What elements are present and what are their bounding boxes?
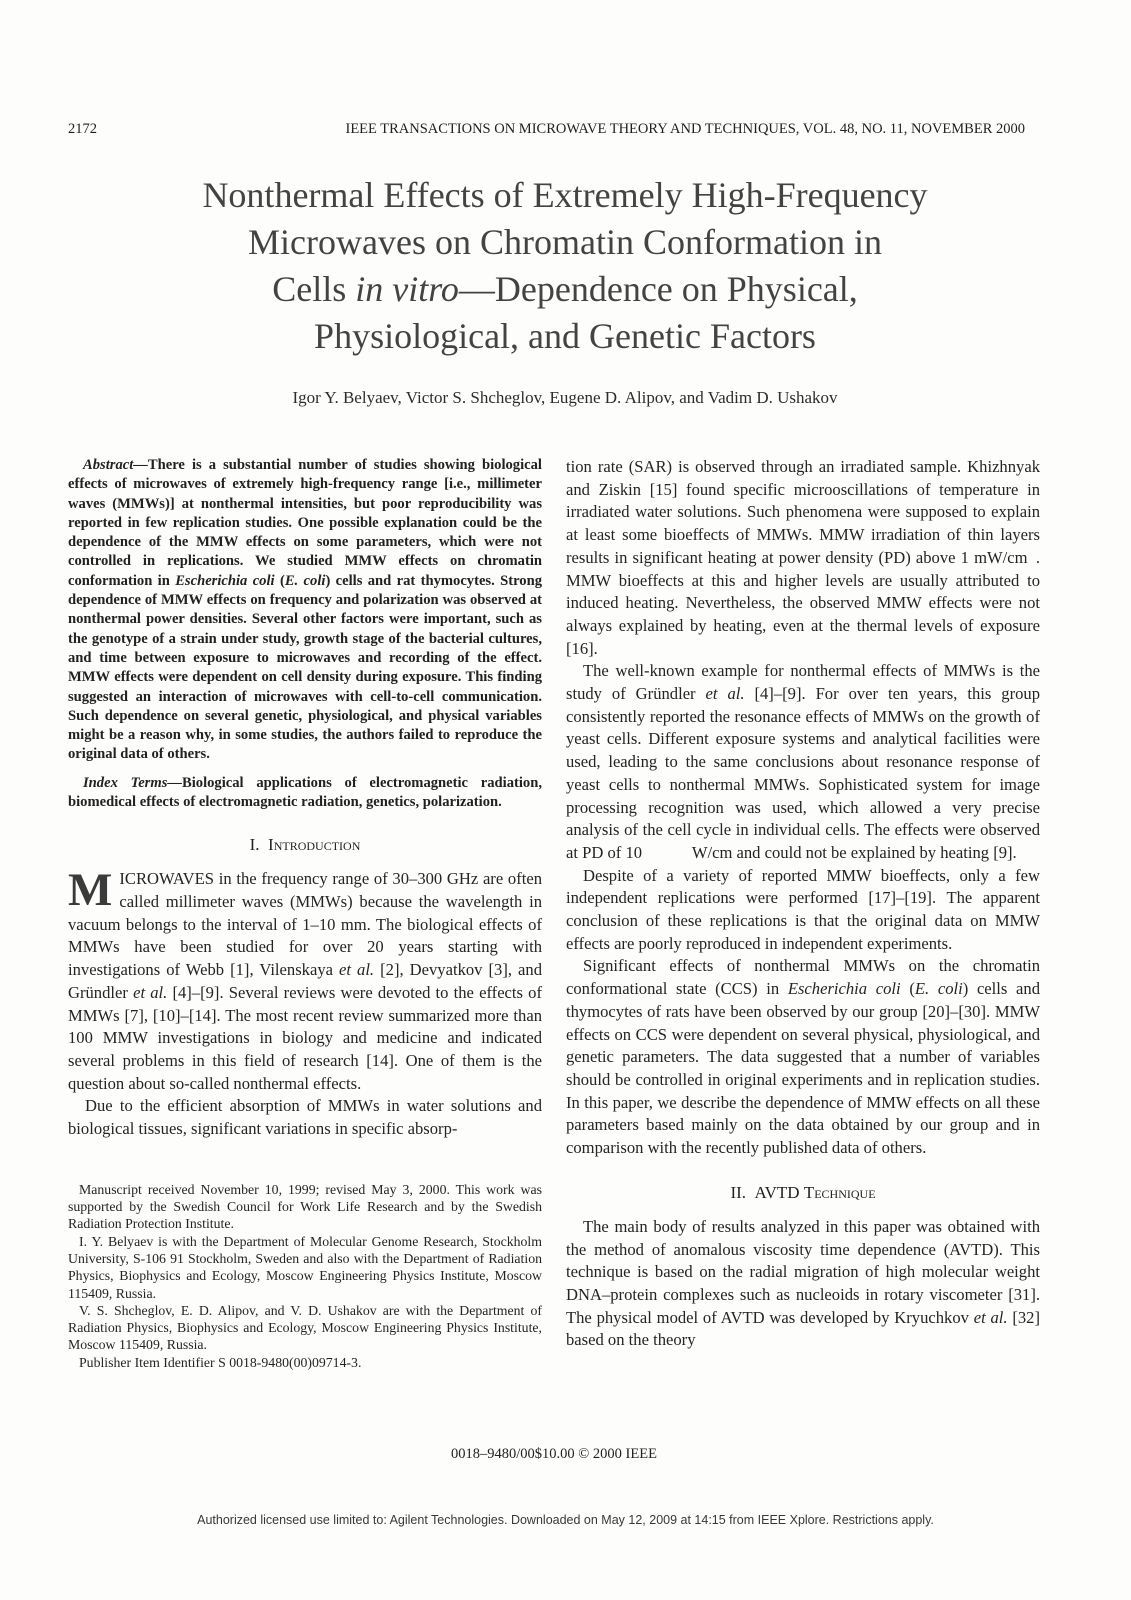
footnote-manuscript: Manuscript received November 10, 1999; revised May 3, 2000. This work was supported by the Swedish Council for Work Life Research and by the Swedish Radiation Protection Institute. [68,1181,542,1232]
license-notice: Authorized licensed use limited to: Agilent Technologies. Downloaded on May 12, 2009 at 14:15 from IEEE Xplore. Restrictions apply. [197,1513,934,1527]
page-number: 2172 [68,121,97,137]
body-paragraph-ccs: Significant effects of nonthermal MMWs on the chromatin conformational state (CCS) in Escherichia coli (E. coli) cells and thymocytes of rats have been observed by our group [20]–[30]. MMW effects on CCS were dependent on several physical, physiological, and genetic parameters. The data suggested that a number of variables should be controlled in original experiments and in replication studies. In this paper, we describe the dependence of MMW effects on all these parameters based mainly on the data obtained by our group and in comparison with the recently published data of others. [566,956,1040,1158]
section-heading-introduction: I. Introduction [249,835,361,855]
body-paragraph-avtd: The main body of results analyzed in this paper was obtained with the method of anomalous viscosity time dependence (AVTD). This technique is based on the radial migration of high molecular weight DNA–protein complexes such as nucleoids in rotary viscometer [31]. The physical model of AVTD was developed by Kryuchkov et al. [32] based on the theory [566,1216,1041,1350]
footnote-belyaev-affiliation: I. Y. Belyaev is with the Department of Molecular Genome Research, Stockholm University, S-106 91 Stockholm, Sweden and also with the Department of Radiation Physics, Biophysics and Ecology, Moscow Engineering Physics Institute, Moscow 115409, Russia. [68,1233,542,1301]
authors-line: Igor Y. Belyaev, Victor S. Shcheglov, Eugene D. Alipov, and Vadim D. Ushakov [292,388,838,407]
left-column [68,456,542,1371]
footnote-publisher-id: Publisher Item Identifier S 0018-9480(00)09714-3. [79,1354,362,1370]
two-column-body [68,456,1040,1371]
body-paragraph-replications: Despite of a variety of reported MMW bioeffects, only a few independent replications were performed [17]–[19]. The apparent conclusion of these replications is that the original data on MMW effects are poorly reproduced in independent experiments. [566,865,1040,953]
paper-title: Nonthermal Effects of Extremely High-Frequency Microwaves on Chromatin Conformation in Cells in vitro—Dependence on Physical, Physiological, and Genetic Factors [202,175,928,356]
body-paragraph-sar: tion rate (SAR) is observed through an irradiated sample. Khizhnyak and Ziskin [15] found specific microoscillations of temperature in irradiated water solutions. Such phenomena were supposed to explain at least some bioeffects of MMWs. MMW irradiation of thin layers results in significant heating at power density (PD) above 1 mW/cm . MMW bioeffects at this and higher levels are usually attributed to induced heating. Nevertheless, the observed MMW effects were not always explained by heating, even at the thermal levels of exposure [16]. [566,457,1040,658]
dropcap-letter-m: M [68,864,113,917]
body-paragraph-grundler: The well-known example for nonthermal effects of MMWs is the study of Gründler et al. [4]–[9]. For over ten years, this group consistently reported the resonance effects of MMWs on the growth of yeast cells. Different exposure systems and analytical facilities were used, leading to the same conclusions about resonance response of yeast cells to nonthermal MMWs. Sophisticated system for image processing recognition was used, which allowed a very precise analysis of the cell cycle in individual cells. The effects were observed at PD of 10 W/cm and could not be explained by heating [9]. [566,661,1040,862]
abstract-paragraph: Abstract—There is a substantial number of studies showing biological effects of microwaves of extremely high-frequency range [i.e., millimeter waves (MMWs)] at nonthermal intensities, but poor reproducibility was reported in few replication studies. One possible explanation could be the dependence of the MMW effects on some parameters, which were not controlled in replications. We studied MMW effects on chromatin conformation in Escherichia coli (E. coli) cells and rat thymocytes. Strong dependence of MMW effects on frequency and polarization was observed at nonthermal power densities. Several other factors were important, such as the genotype of a strain under study, growth stage of the bacterial cultures, and time between exposure to microwaves and recording of the effect. MMW effects were dependent on cell density during exposure. This finding suggested an interaction of microwaves with cell-to-cell communication. Such dependence on several genetic, physiological, and physical variables might be a reason why, in some studies, the authors failed to reproduce the original data of others. [68,457,543,763]
footnote-block [68,1181,542,1371]
footnote-shcheglov-affiliation: V. S. Shcheglov, E. D. Alipov, and V. D. Ushakov are with the Department of Radiation Physics, Biophysics and Ecology, Moscow Engineering Physics Institute, Moscow 115409, Russia. [68,1302,542,1353]
running-header [68,121,1025,138]
intro-paragraph-1-text: ICROWAVES in the frequency range of 30–300 GHz are often called millimeter waves (MMWs) because the wavelength in vacuum belongs to the interval of 1–10 mm. The biological effects of MMWs have been studied for over 20 years starting with investigations of Webb [1], Vilenskaya et al. [2], Devyatkov [3], and Gründler et al. [4]–[9]. Several reviews were devoted to the effects of MMWs [7], [10]–[14]. The most recent review summarized more than 100 MMW investigations in biology and medicine and indicated several problems in this field of research [14]. One of them is the question about so-called nonthermal effects. [68,869,542,1093]
index-terms-paragraph: Index Terms—Biological applications of electromagnetic radiation, biomedical effects of electromagnetic radiation, genetics, polarization. [68,774,542,811]
section-heading-avtd: II. AVTD Technique [730,1182,876,1202]
intro-paragraph-2: Due to the efficient absorption of MMWs in water solutions and biological tissues, significant variations in specific absorp- [68,1096,542,1139]
right-column [566,456,1040,1371]
intro-paragraph-1 [68,864,542,1095]
copyright-line: 0018–9480/00$10.00 © 2000 IEEE [451,1446,657,1462]
journal-title: IEEE TRANSACTIONS ON MICROWAVE THEORY AND TECHNIQUES, VOL. 48, NO. 11, NOVEMBER 2000 [345,121,1025,137]
